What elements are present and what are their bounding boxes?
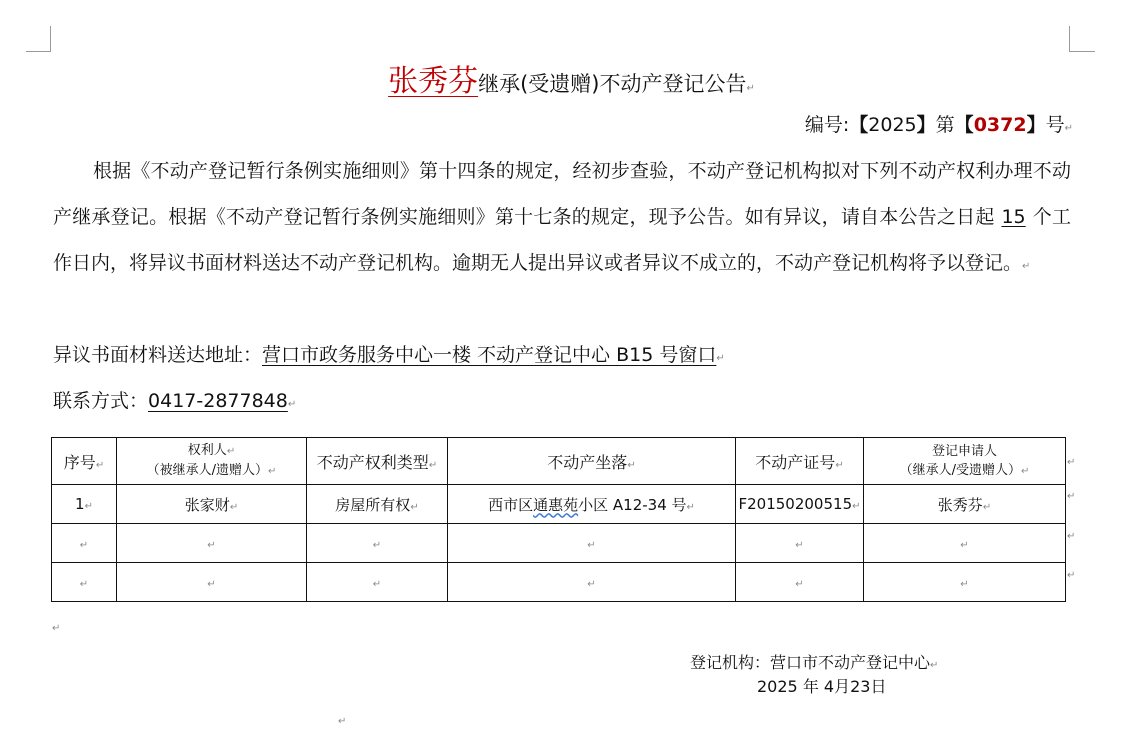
crop-mark-top-left bbox=[26, 26, 51, 52]
notice-body bbox=[53, 148, 1071, 290]
cell-holder: ↵ bbox=[117, 524, 307, 563]
serial-number-value: 0372 bbox=[973, 114, 1027, 136]
header-seq: 序号↵ bbox=[52, 438, 117, 485]
header-location: 不动产坐落↵ bbox=[448, 438, 736, 485]
cell-applicant: ↵ bbox=[864, 563, 1066, 602]
serial-year-close: 】 bbox=[916, 114, 936, 136]
cell-seq: ↵ bbox=[52, 563, 117, 602]
registration-authority bbox=[690, 650, 938, 673]
header-holder-sub: （被继承人/遗赠人） bbox=[146, 463, 268, 478]
header-holder: 权利人↵ （被继承人/遗赠人）↵ bbox=[117, 438, 307, 485]
cell-cert: ↵ bbox=[736, 524, 864, 563]
serial-prefix: 编号: bbox=[804, 114, 850, 136]
serial-mid: 第 bbox=[935, 114, 955, 136]
date-month-unit: 月 bbox=[834, 677, 851, 696]
row-end-mark-icon: ↵ bbox=[1067, 457, 1076, 468]
cell-applicant: ↵ bbox=[864, 524, 1066, 563]
cell-location: ↵ bbox=[448, 563, 736, 602]
notice-date bbox=[757, 674, 887, 697]
objection-address bbox=[53, 340, 725, 367]
cell-right-type: 房屋所有权↵ bbox=[307, 485, 448, 524]
header-applicant-sub: （继承人/受遗赠人） bbox=[899, 462, 1021, 478]
paragraph-mark-icon: ↵ bbox=[1064, 123, 1073, 134]
row-end-mark-icon: ↵ bbox=[1067, 531, 1076, 542]
authority-name: 营口市不动产登记中心 bbox=[770, 653, 931, 672]
property-table bbox=[51, 437, 1066, 602]
serial-year: 2025 bbox=[868, 114, 917, 136]
row-end-mark-icon: ↵ bbox=[1067, 570, 1076, 581]
cell-location: ↵ bbox=[448, 524, 736, 563]
cell-cert: F20150200515↵ bbox=[736, 485, 864, 524]
date-day-unit: 日 bbox=[870, 677, 887, 696]
header-applicant-main: 登记申请人 bbox=[931, 443, 997, 459]
cell-right-type: ↵ bbox=[307, 563, 448, 602]
paragraph-mark-icon: ↵ bbox=[746, 83, 755, 94]
cell-cert: ↵ bbox=[736, 563, 864, 602]
paragraph-mark-icon: ↵ bbox=[930, 660, 939, 671]
paragraph-mark-icon: ↵ bbox=[1022, 261, 1031, 272]
date-month: 4 bbox=[823, 677, 835, 696]
serial-number bbox=[805, 110, 1073, 137]
address-value: 营口市政务服务中心一楼 不动产登记中心 B15 号窗口 bbox=[262, 344, 717, 366]
title-text: 继承(受遗赠)不动产登记公告 bbox=[478, 72, 747, 96]
date-day: 23 bbox=[850, 677, 871, 696]
address-label: 异议书面材料送达地址： bbox=[53, 344, 263, 366]
paragraph-mark-icon: ↵ bbox=[338, 716, 347, 727]
paragraph-mark-icon: ↵ bbox=[52, 623, 61, 634]
cell-seq: ↵ bbox=[52, 524, 117, 563]
row-end-mark-icon: ↵ bbox=[1067, 491, 1076, 502]
authority-label: 登记机构： bbox=[690, 653, 771, 672]
document-title bbox=[0, 56, 1143, 100]
table-row bbox=[52, 524, 1066, 563]
contact-value: 0417-2877848 bbox=[148, 390, 288, 412]
serial-suffix: 号 bbox=[1045, 114, 1065, 136]
serial-year-open: 【 bbox=[849, 114, 869, 136]
notice-body-part2: 个工作日内，将异议书面材料送达不动产登记机构。逾期无人提出异议或者异议不成立的，不动产登记机构将予以登记。 bbox=[53, 206, 1071, 274]
table-row bbox=[52, 563, 1066, 602]
title-name: 张秀芬 bbox=[388, 64, 479, 99]
cell-location: 西市区通惠苑小区 A12-34 号↵ bbox=[448, 485, 736, 524]
cell-holder: 张家财↵ bbox=[117, 485, 307, 524]
date-year: 2025 bbox=[757, 677, 798, 696]
notice-body-part1: 根据《不动产登记暂行条例实施细则》第十四条的规定，经初步查验，不动产登记机构拟对下列不动产权利办理不动产继承登记。根据《不动产登记暂行条例实施细则》第十七条的规定，现予公告。如有异议，请自本公告之日起 bbox=[53, 160, 1071, 228]
header-right-type: 不动产权利类型↵ bbox=[307, 438, 448, 485]
crop-mark-top-right bbox=[1069, 26, 1095, 52]
header-holder-main: 权利人 bbox=[187, 443, 227, 458]
header-cert: 不动产证号↵ bbox=[736, 438, 864, 485]
paragraph-mark-icon: ↵ bbox=[716, 353, 725, 364]
cell-applicant: 张秀芬↵ bbox=[864, 485, 1066, 524]
contact-info bbox=[53, 386, 296, 413]
date-year-unit: 年 bbox=[802, 677, 819, 696]
objection-days: 15 bbox=[1001, 206, 1026, 228]
serial-num-close: 】 bbox=[1026, 114, 1046, 136]
serial-num-open: 【 bbox=[954, 114, 974, 136]
cell-holder: ↵ bbox=[117, 563, 307, 602]
contact-label: 联系方式： bbox=[53, 390, 149, 412]
cell-seq: 1↵ bbox=[52, 485, 117, 524]
header-applicant: 登记申请人 （继承人/受遗赠人）↵ bbox=[864, 438, 1066, 485]
paragraph-mark-icon: ↵ bbox=[287, 399, 297, 410]
table-header-row bbox=[52, 438, 1066, 485]
cell-right-type: ↵ bbox=[307, 524, 448, 563]
table-row bbox=[52, 485, 1066, 524]
